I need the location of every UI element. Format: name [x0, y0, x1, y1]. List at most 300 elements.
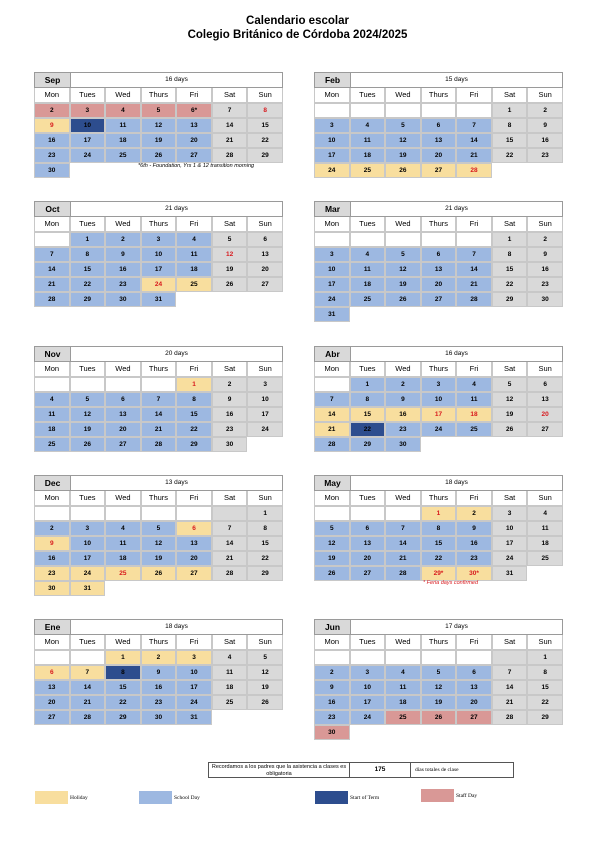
day-cell-school: 28	[141, 437, 177, 452]
month-day-count: 15 days	[445, 76, 468, 83]
day-cell-holiday: 7	[70, 665, 106, 680]
day-cell-school: 7	[456, 118, 492, 133]
day-cell-holiday: 27	[421, 163, 457, 178]
weekday-header: Fri	[176, 635, 212, 650]
day-cell-school: 21	[456, 148, 492, 163]
day-cell-weekend: 3	[492, 506, 528, 521]
weekday-header: Wed	[385, 362, 421, 377]
blank-cell	[141, 581, 177, 596]
blank-cell	[212, 581, 248, 596]
day-cell-holiday: 2	[456, 506, 492, 521]
empty-day-cell	[421, 103, 457, 118]
day-cell-weekend: 29	[247, 566, 283, 581]
blank-cell	[176, 292, 212, 307]
day-cell-school: 11	[456, 392, 492, 407]
weekday-header: Fri	[456, 217, 492, 232]
day-cell-school: 6	[105, 392, 141, 407]
blank-cell	[247, 437, 283, 452]
weekday-header-row	[314, 88, 563, 103]
day-cell-school: 3	[70, 521, 106, 536]
weekday-header: Fri	[176, 217, 212, 232]
day-cell-holiday: 2	[141, 650, 177, 665]
blank-cell	[456, 437, 492, 452]
weekday-header: Wed	[105, 88, 141, 103]
day-cell-school: 10	[141, 247, 177, 262]
day-cell-weekend: 13	[247, 247, 283, 262]
day-cell-holiday: 1	[105, 650, 141, 665]
blank-cell	[456, 725, 492, 740]
day-cell-school: 12	[385, 133, 421, 148]
day-cell-school: 23	[385, 422, 421, 437]
empty-day-cell	[314, 232, 350, 247]
day-cell-school: 13	[421, 262, 457, 277]
weekday-header-row	[34, 635, 283, 650]
day-cell-school: 8	[176, 392, 212, 407]
day-cell-school: 17	[350, 695, 386, 710]
month-header	[34, 346, 283, 362]
day-cell-school: 9	[456, 521, 492, 536]
empty-day-cell	[385, 103, 421, 118]
day-cell-weekend: 23	[212, 422, 248, 437]
day-cell-school: 14	[141, 407, 177, 422]
day-cell-weekend: 8	[492, 118, 528, 133]
weekday-header: Sun	[247, 88, 283, 103]
weekday-header-row	[314, 362, 563, 377]
day-cell-school: 24	[421, 422, 457, 437]
day-cell-school: 24	[314, 292, 350, 307]
day-cell-school: 17	[141, 262, 177, 277]
weekday-header: Tues	[70, 491, 106, 506]
day-cell-school: 20	[421, 277, 457, 292]
month-name: Sep	[35, 73, 71, 87]
weekday-header: Thurs	[141, 88, 177, 103]
day-cell-school: 23	[34, 148, 70, 163]
empty-day-cell	[212, 506, 248, 521]
month-header	[314, 72, 563, 88]
day-cell-weekend: 25	[212, 695, 248, 710]
month-day-count: 18 days	[445, 479, 468, 486]
day-cell-weekend: 18	[527, 536, 563, 551]
day-cell-school: 10	[70, 536, 106, 551]
day-cell-school: 1	[350, 377, 386, 392]
weekday-header: Wed	[105, 217, 141, 232]
day-cell-weekend: 28	[212, 148, 248, 163]
day-cell-school: 19	[141, 551, 177, 566]
weekday-header: Sun	[527, 88, 563, 103]
day-cell-school: 3	[141, 232, 177, 247]
day-cell-school: 20	[176, 133, 212, 148]
day-cell-school: 1	[70, 232, 106, 247]
empty-day-cell	[70, 506, 106, 521]
day-cell-school: 18	[385, 695, 421, 710]
weekday-header: Thurs	[141, 491, 177, 506]
day-cell-weekend: 22	[492, 277, 528, 292]
empty-day-cell	[34, 232, 70, 247]
day-cell-school: 27	[176, 148, 212, 163]
weekday-header: Mon	[314, 88, 350, 103]
blank-cell	[527, 163, 563, 178]
month-oct	[34, 201, 283, 307]
weekday-header: Sun	[527, 362, 563, 377]
day-cell-school: 5	[385, 118, 421, 133]
month-name: Jun	[315, 620, 351, 634]
day-cell-school: 13	[350, 536, 386, 551]
day-cell-school: 20	[421, 148, 457, 163]
month-name: Mar	[315, 202, 351, 216]
empty-day-cell	[350, 650, 386, 665]
day-cell-weekend: 10	[247, 392, 283, 407]
day-cell-weekend: 7	[212, 103, 248, 118]
month-name: Ene	[35, 620, 71, 634]
day-cell-weekend: 14	[492, 680, 528, 695]
day-cell-school: 8	[350, 392, 386, 407]
day-cell-school: 15	[176, 407, 212, 422]
empty-day-cell	[70, 650, 106, 665]
weekday-header: Tues	[70, 88, 106, 103]
day-cell-school: 24	[70, 148, 106, 163]
day-cell-school: 10	[350, 680, 386, 695]
weekday-header: Tues	[70, 362, 106, 377]
empty-day-cell	[456, 232, 492, 247]
day-cell-school: 18	[105, 551, 141, 566]
day-cell-weekend: 28	[212, 566, 248, 581]
empty-day-cell	[456, 103, 492, 118]
day-cell-weekend: 14	[212, 118, 248, 133]
day-cell-weekend: 30	[527, 292, 563, 307]
weekday-header: Sat	[492, 362, 528, 377]
legend-label-start-of-term: Start of Term	[350, 794, 380, 801]
day-cell-weekend: 25	[527, 551, 563, 566]
day-cell-school: 27	[421, 292, 457, 307]
day-cell-school: 20	[105, 422, 141, 437]
weekday-header: Mon	[314, 362, 350, 377]
day-cell-school: 29	[176, 437, 212, 452]
month-day-count: 20 days	[165, 350, 188, 357]
day-cell-weekend: 2	[527, 103, 563, 118]
day-cell-holiday: 9	[34, 536, 70, 551]
day-cell-school: 16	[314, 695, 350, 710]
month-day-count: 16 days	[445, 350, 468, 357]
weekday-header-row	[34, 88, 283, 103]
day-cell-school: 25	[456, 422, 492, 437]
weekday-header: Wed	[385, 635, 421, 650]
empty-day-cell	[105, 506, 141, 521]
day-cell-weekend: 29	[247, 148, 283, 163]
day-cell-school: 23	[141, 695, 177, 710]
blank-cell	[247, 710, 283, 725]
month-header	[314, 201, 563, 217]
day-grid	[314, 377, 563, 452]
empty-day-cell	[34, 506, 70, 521]
day-cell-school: 28	[34, 292, 70, 307]
weekday-header: Sat	[212, 635, 248, 650]
weekday-header: Mon	[34, 635, 70, 650]
empty-day-cell	[421, 232, 457, 247]
total-days-label: días totales de clase	[415, 767, 459, 773]
month-jun	[314, 619, 563, 740]
day-cell-school: 29	[70, 292, 106, 307]
day-cell-school: 3	[350, 665, 386, 680]
weekday-header: Sun	[247, 635, 283, 650]
day-cell-staff: 3	[70, 103, 106, 118]
day-cell-school: 26	[314, 566, 350, 581]
month-header	[34, 201, 283, 217]
weekday-header: Wed	[105, 635, 141, 650]
month-footnote: *6th - Foundation, Yrs 1 & 12 transition morning	[138, 163, 255, 169]
month-header	[34, 619, 283, 635]
day-cell-weekend: 5	[492, 377, 528, 392]
blank-cell	[492, 725, 528, 740]
day-cell-weekend: 13	[527, 392, 563, 407]
weekday-header: Mon	[34, 491, 70, 506]
day-cell-school: 21	[385, 551, 421, 566]
day-grid	[34, 232, 283, 307]
legend-staff-day	[421, 789, 477, 802]
day-cell-school: 6	[456, 665, 492, 680]
legend-school-day	[139, 791, 200, 804]
blank-cell	[212, 292, 248, 307]
day-cell-school: 18	[34, 422, 70, 437]
day-cell-school: 16	[34, 133, 70, 148]
month-day-count: 13 days	[165, 479, 188, 486]
day-cell-school: 21	[456, 277, 492, 292]
blank-cell	[105, 163, 141, 178]
day-cell-weekend: 21	[492, 695, 528, 710]
day-cell-school: 20	[456, 695, 492, 710]
day-cell-school: 11	[350, 262, 386, 277]
day-cell-weekend: 2	[212, 377, 248, 392]
day-cell-weekend: 20	[527, 407, 563, 422]
weekday-header: Sat	[492, 88, 528, 103]
month-name: Abr	[315, 347, 351, 361]
day-cell-holiday: 14	[314, 407, 350, 422]
empty-day-cell	[141, 377, 177, 392]
day-cell-weekend: 1	[492, 103, 528, 118]
day-cell-school: 15	[421, 536, 457, 551]
day-cell-holiday: 25	[176, 277, 212, 292]
day-cell-start: 8	[105, 665, 141, 680]
day-cell-school: 20	[34, 695, 70, 710]
day-cell-school: 10	[421, 392, 457, 407]
legend-holiday	[35, 791, 88, 804]
day-cell-school: 17	[176, 680, 212, 695]
day-cell-holiday: 21	[314, 422, 350, 437]
summary-box	[208, 762, 514, 778]
day-cell-school: 10	[176, 665, 212, 680]
day-cell-weekend: 1	[527, 650, 563, 665]
weekday-header: Fri	[176, 491, 212, 506]
weekday-header: Tues	[70, 217, 106, 232]
day-cell-weekend: 18	[212, 680, 248, 695]
day-cell-school: 28	[456, 292, 492, 307]
day-cell-school: 19	[314, 551, 350, 566]
day-cell-school: 23	[105, 277, 141, 292]
day-cell-weekend: 28	[492, 710, 528, 725]
weekday-header: Mon	[314, 491, 350, 506]
day-cell-holiday: 3	[176, 650, 212, 665]
day-cell-school: 20	[350, 551, 386, 566]
day-cell-school: 9	[385, 392, 421, 407]
empty-day-cell	[385, 506, 421, 521]
day-cell-school: 23	[314, 710, 350, 725]
day-cell-school: 31	[176, 710, 212, 725]
weekday-header: Sat	[212, 217, 248, 232]
day-cell-school: 3	[314, 247, 350, 262]
day-cell-school: 16	[105, 262, 141, 277]
weekday-header: Tues	[350, 88, 386, 103]
day-cell-weekend: 3	[247, 377, 283, 392]
day-cell-weekend: 20	[247, 262, 283, 277]
weekday-header-row	[314, 491, 563, 506]
day-cell-school: 13	[456, 680, 492, 695]
day-cell-school: 17	[314, 148, 350, 163]
day-cell-school: 28	[314, 437, 350, 452]
weekday-header-row	[34, 217, 283, 232]
day-cell-school: 14	[456, 133, 492, 148]
month-header	[314, 346, 563, 362]
day-cell-school: 17	[70, 133, 106, 148]
weekday-header: Fri	[456, 491, 492, 506]
day-cell-school: 12	[421, 680, 457, 695]
legend-label-school-day: School Day	[174, 794, 200, 801]
weekday-header: Sat	[212, 362, 248, 377]
day-cell-school: 21	[141, 422, 177, 437]
day-cell-weekend: 24	[247, 422, 283, 437]
day-cell-school: 28	[385, 566, 421, 581]
weekday-header: Mon	[34, 217, 70, 232]
day-cell-holiday: 24	[141, 277, 177, 292]
blank-cell	[212, 710, 248, 725]
day-cell-holiday: 1	[176, 377, 212, 392]
empty-day-cell	[70, 377, 106, 392]
day-cell-weekend: 22	[247, 133, 283, 148]
empty-day-cell	[385, 650, 421, 665]
day-cell-weekend: 2	[527, 232, 563, 247]
weekday-header: Mon	[314, 635, 350, 650]
day-cell-school: 4	[176, 232, 212, 247]
day-cell-school: 22	[421, 551, 457, 566]
day-cell-school: 5	[70, 392, 106, 407]
day-grid	[314, 506, 563, 581]
day-cell-weekend: 26	[492, 422, 528, 437]
day-cell-school: 12	[141, 536, 177, 551]
day-cell-weekend: 30	[212, 437, 248, 452]
day-cell-weekend: 29	[527, 710, 563, 725]
month-header	[314, 619, 563, 635]
empty-day-cell	[314, 650, 350, 665]
day-cell-school: 18	[350, 277, 386, 292]
day-cell-school: 4	[34, 392, 70, 407]
day-cell-weekend: 21	[212, 133, 248, 148]
day-cell-school: 22	[70, 277, 106, 292]
day-cell-weekend: 8	[492, 247, 528, 262]
day-cell-school: 6	[421, 118, 457, 133]
weekday-header: Wed	[385, 217, 421, 232]
day-grid	[314, 103, 563, 178]
page-title: Calendario escolar	[246, 15, 349, 27]
empty-day-cell	[385, 232, 421, 247]
weekday-header: Thurs	[141, 217, 177, 232]
month-header	[314, 475, 563, 491]
month-name: May	[315, 476, 351, 490]
day-cell-holiday: 29*	[421, 566, 457, 581]
day-cell-holiday: 26	[141, 566, 177, 581]
day-cell-school: 21	[34, 277, 70, 292]
weekday-header: Tues	[70, 635, 106, 650]
day-cell-weekend: 26	[212, 277, 248, 292]
day-cell-school: 28	[70, 710, 106, 725]
month-header	[34, 72, 283, 88]
weekday-header-row	[314, 635, 563, 650]
empty-day-cell	[105, 377, 141, 392]
day-cell-school: 17	[314, 277, 350, 292]
day-cell-weekend: 8	[527, 665, 563, 680]
weekday-header: Thurs	[421, 88, 457, 103]
day-cell-weekend: 11	[527, 521, 563, 536]
day-cell-school: 19	[421, 695, 457, 710]
month-mar	[314, 201, 563, 322]
day-cell-weekend: 15	[492, 262, 528, 277]
day-cell-school: 22	[176, 422, 212, 437]
day-cell-school: 30	[385, 437, 421, 452]
weekday-header: Fri	[456, 635, 492, 650]
day-grid	[314, 232, 563, 322]
day-cell-holiday: 25	[350, 163, 386, 178]
weekday-header: Fri	[456, 362, 492, 377]
day-cell-school: 14	[34, 262, 70, 277]
weekday-header: Sun	[527, 635, 563, 650]
day-cell-school: 7	[456, 247, 492, 262]
weekday-header: Thurs	[421, 491, 457, 506]
day-cell-weekend: 12	[492, 392, 528, 407]
month-header	[34, 475, 283, 491]
day-cell-weekend: 6	[247, 232, 283, 247]
day-cell-school: 13	[176, 536, 212, 551]
day-cell-school: 12	[385, 262, 421, 277]
day-cell-weekend: 19	[247, 680, 283, 695]
day-cell-staff: 27	[456, 710, 492, 725]
day-cell-school: 24	[176, 695, 212, 710]
day-cell-staff: 2	[34, 103, 70, 118]
day-cell-school: 5	[141, 521, 177, 536]
day-cell-school: 11	[385, 680, 421, 695]
day-cell-school: 3	[314, 118, 350, 133]
day-cell-start: 22	[350, 422, 386, 437]
month-name: Oct	[35, 202, 71, 216]
day-cell-school: 30	[141, 710, 177, 725]
day-cell-school: 9	[141, 665, 177, 680]
legend-start-of-term	[315, 791, 379, 804]
empty-day-cell	[34, 377, 70, 392]
month-day-count: 21 days	[445, 205, 468, 212]
day-cell-school: 7	[385, 521, 421, 536]
blank-cell	[421, 307, 457, 322]
month-footnote: * Feria days confirmed	[423, 580, 479, 586]
day-cell-weekend: 19	[492, 407, 528, 422]
day-grid	[314, 650, 563, 740]
day-cell-school: 9	[314, 680, 350, 695]
day-cell-school: 4	[105, 521, 141, 536]
day-cell-school: 21	[70, 695, 106, 710]
day-cell-school: 4	[350, 118, 386, 133]
day-cell-school: 16	[456, 536, 492, 551]
month-name: Dec	[35, 476, 71, 490]
day-cell-weekend: 1	[247, 506, 283, 521]
weekday-header: Mon	[34, 362, 70, 377]
legend-swatch-staff-day	[421, 789, 454, 802]
day-cell-weekend: 12	[247, 665, 283, 680]
day-cell-school: 14	[385, 536, 421, 551]
